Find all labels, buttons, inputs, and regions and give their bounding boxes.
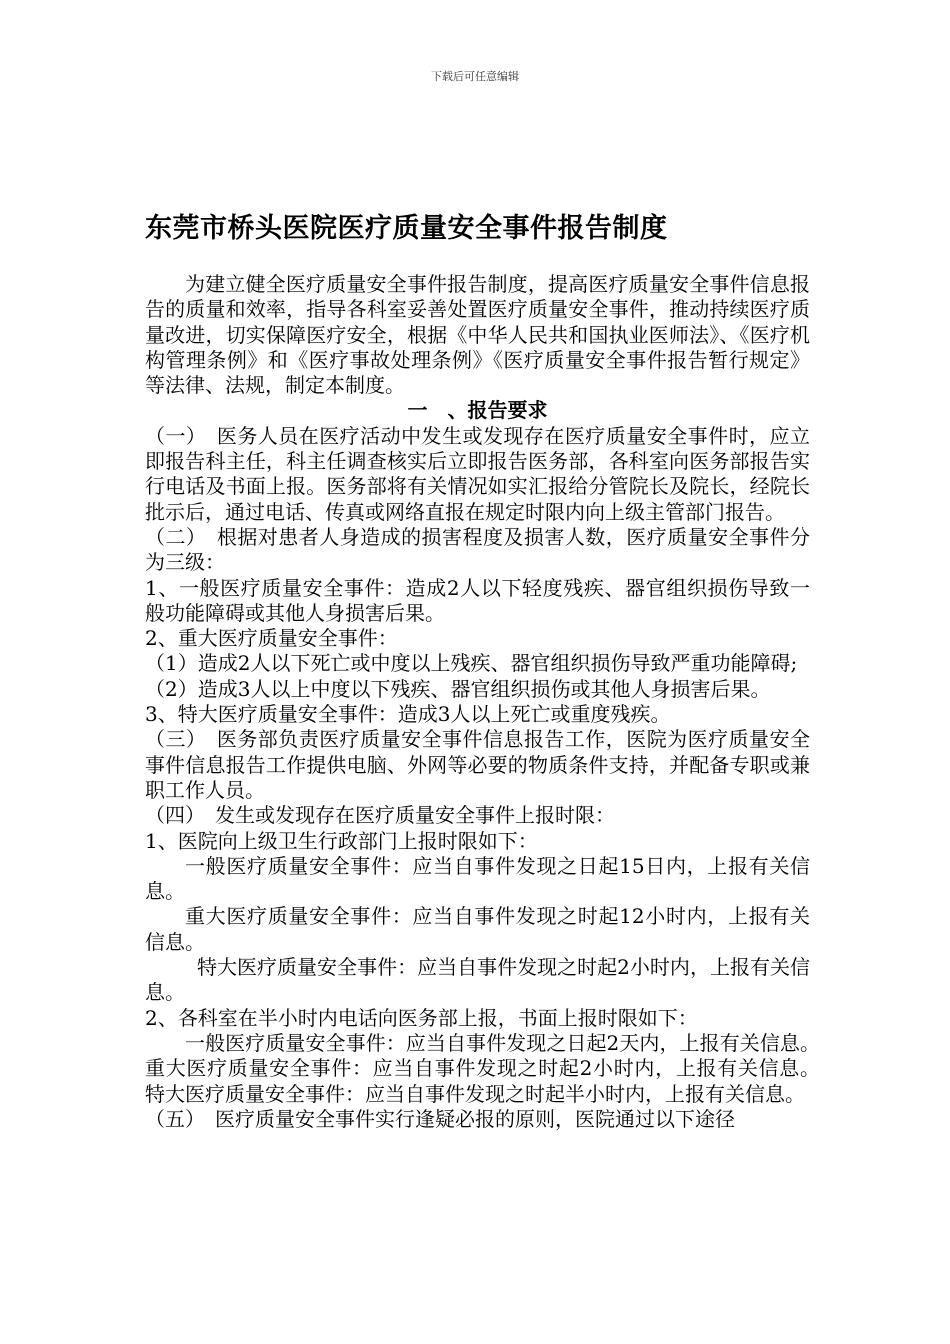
clause-1: （一） 医务人员在医疗活动中发生或发现存在医疗质量安全事件时，应立即报告科主任，科主任调查核实后立即报告医务部，各科室向医务部报告实行电话及书面上报。医务部将有关情况如实汇报给分管院长及院长，经院长批示后，通过电话、传真或网络直报在规定时限内向上级主管部门报告。 [145, 423, 810, 524]
header-note: 下载后可任意编辑 [431, 70, 519, 83]
clause-2-level-2-b: （2）造成3人以上中度以下残疾、器官组织损伤或其他人身损害后果。 [145, 676, 771, 701]
clause-4-department-deadlines: 2、各科室在半小时内电话向医务部上报，书面上报时限如下： [145, 1005, 698, 1030]
clause-2-level-2: 2、重大医疗质量安全事件： [145, 626, 398, 651]
clause-4-hospital-major: 重大医疗质量安全事件：应当自事件发现之时起12小时内，上报有关信息。 [145, 904, 810, 954]
section-heading-report-requirements: 一 、报告要求 [407, 398, 548, 423]
clause-4: （四） 发生或发现存在医疗质量安全事件上报时限： [145, 803, 615, 828]
clause-5: （五） 医疗质量安全事件实行逢疑必报的原则，医院通过以下途径 [145, 1106, 735, 1131]
clause-2-level-1: 1、一般医疗质量安全事件：造成2人以下轻度残疾、器官组织损伤导致一般功能障碍或其他人身损害后果。 [145, 575, 810, 625]
clause-4-hospital-severe: 特大医疗质量安全事件：应当自事件发现之时起2小时内，上报有关信息。 [145, 955, 810, 1005]
intro-paragraph: 为建立健全医疗质量安全事件报告制度，提高医疗质量安全事件信息报告的质量和效率，指导各科室妥善处置医疗质量安全事件，推动持续医疗质量改进，切实保障医疗安全，根据《中华人民共和国执业医师法》、《医疗机构管理条例》和《医疗事故处理条例》《医疗质量安全事件报告暂行规定》等法律、法规，制定本制度。 [145, 272, 810, 398]
clause-2-level-3: 3、特大医疗质量安全事件：造成3人以上死亡或重度残疾。 [145, 702, 671, 727]
clause-2-level-2-a: （1）造成2人以下死亡或中度以上残疾、器官组织损伤导致严重功能障碍; [145, 651, 798, 676]
clause-2: （二） 根据对患者人身造成的损害程度及损害人数，医疗质量安全事件分为三级： [145, 524, 810, 575]
clause-4-hospital-general: 一般医疗质量安全事件：应当自事件发现之日起15日内，上报有关信息。 [145, 853, 810, 904]
document-title: 东莞市桥头医院医疗质量安全事件报告制度 [145, 213, 668, 244]
document-body [145, 272, 837, 1132]
clause-3: （三） 医务部负责医疗质量安全事件信息报告工作，医院为医疗质量安全事件信息报告工作提供电脑、外网等必要的物质条件支持，并配备专职或兼职工作人员。 [145, 727, 810, 802]
clause-4-hospital-deadlines: 1、医院向上级卫生行政部门上报时限如下： [145, 828, 538, 853]
clause-4-department-levels: 一般医疗质量安全事件：应当自事件发现之日起2天内，上报有关信息。 重大医疗质量安全事件：应当自事件发现之时起2小时内，上报有关信息。 特大医疗质量安全事件：应当自事件发现之时起半小时内，上报有关信息。 [145, 1030, 837, 1106]
